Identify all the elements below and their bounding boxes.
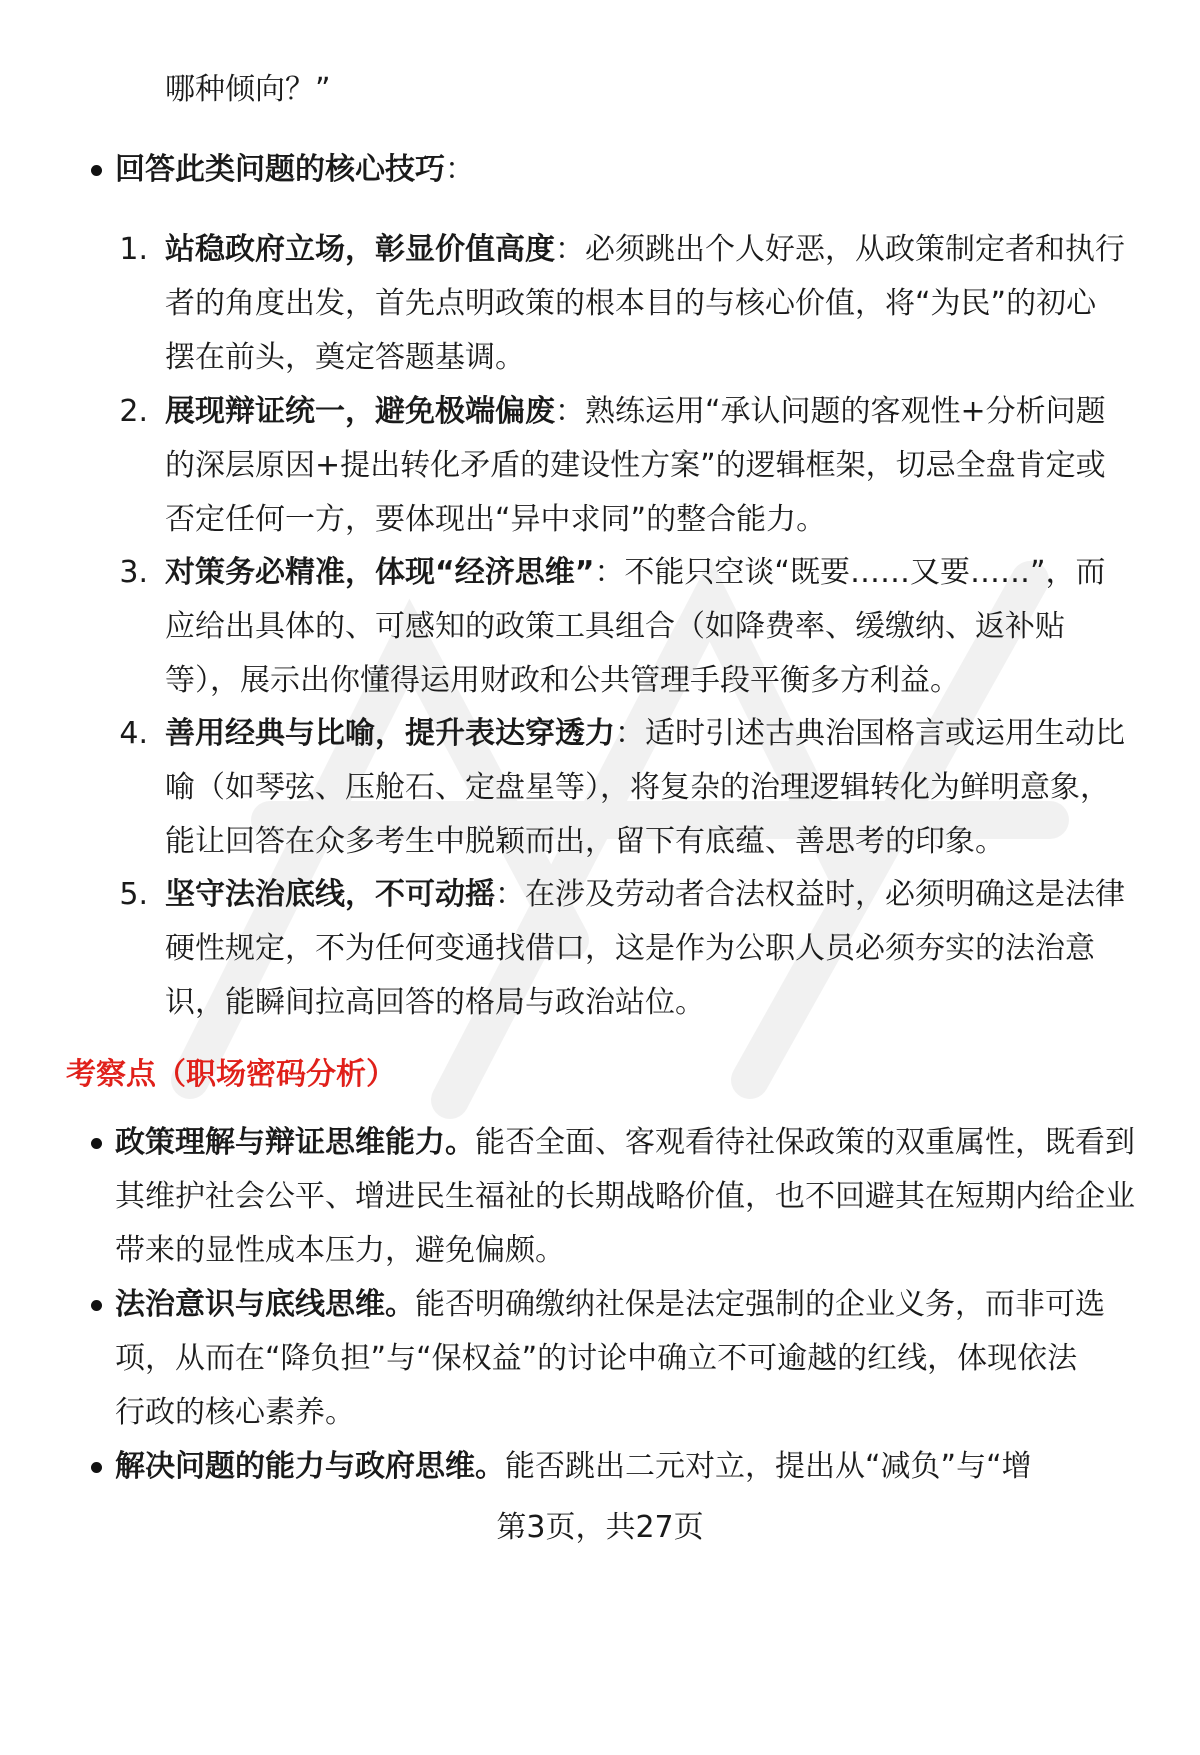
point-2-line-2: 项，从而在“降负担”与“保权益”的讨论中确立不可逾越的红线，体现依法 bbox=[115, 1341, 1078, 1376]
tip-item-1-line-2: 者的角度出发，首先点明政策的根本目的与核心价值，将“为民”的初心 bbox=[165, 286, 1097, 321]
tip-item-3-text: ：不能只空谈“既要……又要……”，而 bbox=[594, 555, 1106, 590]
item-number: 3. bbox=[119, 555, 148, 590]
tips-heading-text: 回答此类问题的核心技巧 bbox=[115, 152, 445, 187]
bullet-icon bbox=[91, 1138, 102, 1149]
tips-heading-colon: ： bbox=[445, 152, 475, 187]
tip-item-4-line-1 bbox=[165, 714, 1125, 754]
section-title: 考察点（职场密码分析） bbox=[66, 1057, 396, 1092]
point-3-line-1 bbox=[115, 1447, 1032, 1487]
item-number: 2. bbox=[119, 394, 148, 429]
tips-heading bbox=[115, 150, 475, 190]
tip-item-4-line-2: 喻（如琴弦、压舱石、定盘星等），将复杂的治理逻辑转化为鲜明意象， bbox=[165, 770, 1110, 805]
tip-item-5-line-3: 识，能瞬间拉高回答的格局与政治站位。 bbox=[165, 985, 705, 1020]
tip-item-1-text: ：必须跳出个人好恶，从政策制定者和执行 bbox=[555, 232, 1125, 267]
tip-item-4-line-3: 能让回答在众多考生中脱颖而出，留下有底蕴、善思考的印象。 bbox=[165, 824, 1005, 859]
tip-item-2-title: 展现辩证统一，避免极端偏废 bbox=[165, 394, 555, 429]
tip-item-5-text: ：在涉及劳动者合法权益时，必须明确这是法律 bbox=[495, 877, 1125, 912]
tip-item-4-text: ：适时引述古典治国格言或运用生动比 bbox=[615, 716, 1125, 751]
point-2-title: 法治意识与底线思维。 bbox=[115, 1287, 415, 1322]
tip-item-2-line-2: 的深层原因+提出转化矛盾的建设性方案”的逻辑框架，切忌全盘肯定或 bbox=[165, 448, 1106, 483]
bullet-icon bbox=[91, 1462, 102, 1473]
tip-item-3-line-1 bbox=[165, 553, 1106, 593]
point-2-line-1 bbox=[115, 1285, 1105, 1325]
tip-item-5-line-2: 硬性规定，不为任何变通找借口，这是作为公职人员必须夯实的法治意 bbox=[165, 931, 1095, 966]
tip-item-2-line-3: 否定任何一方，要体现出“异中求同”的整合能力。 bbox=[165, 502, 827, 537]
point-1-title: 政策理解与辩证思维能力。 bbox=[115, 1125, 475, 1160]
tip-item-2-line-1 bbox=[165, 392, 1106, 432]
continuation-line: 哪种倾向？” bbox=[165, 72, 331, 107]
tip-item-4-title: 善用经典与比喻，提升表达穿透力 bbox=[165, 716, 615, 751]
tip-item-1-title: 站稳政府立场，彰显价值高度 bbox=[165, 232, 555, 267]
point-1-line-2: 其维护社会公平、增进民生福祉的长期战略价值，也不回避其在短期内给企业 bbox=[115, 1179, 1135, 1214]
item-number: 1. bbox=[119, 232, 148, 267]
tip-item-3-line-2: 应给出具体的、可感知的政策工具组合（如降费率、缓缴纳、返补贴 bbox=[165, 609, 1065, 644]
point-3-title: 解决问题的能力与政府思维。 bbox=[115, 1449, 505, 1484]
point-1-line-3: 带来的显性成本压力，避免偏颇。 bbox=[115, 1233, 565, 1268]
item-number: 4. bbox=[119, 716, 148, 751]
point-3-text: 能否跳出二元对立，提出从“减负”与“增 bbox=[505, 1449, 1032, 1484]
tip-item-3-line-3: 等），展示出你懂得运用财政和公共管理手段平衡多方利益。 bbox=[165, 663, 960, 698]
bullet-icon bbox=[91, 165, 102, 176]
point-2-text: 能否明确缴纳社保是法定强制的企业义务，而非可选 bbox=[415, 1287, 1105, 1322]
tip-item-3-title: 对策务必精准，体现“经济思维” bbox=[165, 555, 595, 590]
bullet-icon bbox=[91, 1300, 102, 1311]
point-1-text: 能否全面、客观看待社保政策的双重属性，既看到 bbox=[475, 1125, 1135, 1160]
point-1-line-1 bbox=[115, 1123, 1135, 1163]
tip-item-2-text: ：熟练运用“承认问题的客观性+分析问题 bbox=[555, 394, 1106, 429]
tip-item-1-line-3: 摆在前头，奠定答题基调。 bbox=[165, 340, 525, 375]
point-2-line-3: 行政的核心素养。 bbox=[115, 1395, 355, 1430]
tip-item-5-line-1 bbox=[165, 875, 1125, 915]
tip-item-5-title: 坚守法治底线，不可动摇 bbox=[165, 877, 495, 912]
item-number: 5. bbox=[119, 877, 148, 912]
page-footer: 第3页，共27页 bbox=[496, 1510, 704, 1545]
tip-item-1-line-1 bbox=[165, 230, 1125, 270]
